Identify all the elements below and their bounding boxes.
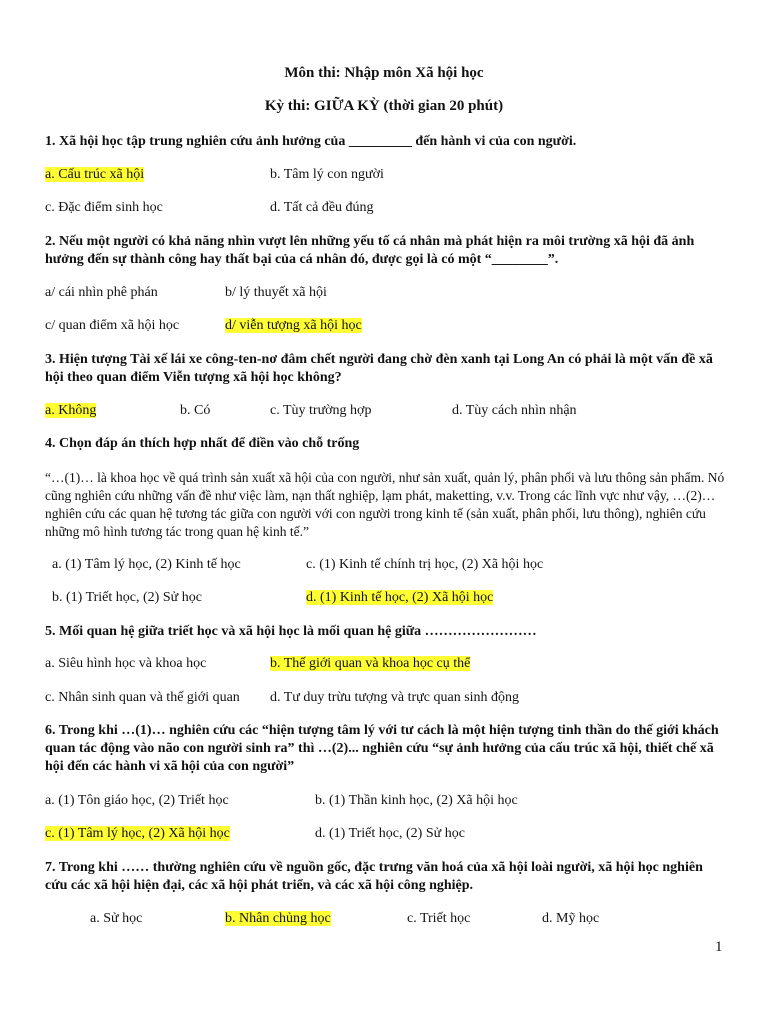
page-number: 1 (715, 939, 723, 955)
question-7: 7. Trong khi …… thường nghiên cứu về nguồn gốc, đặc trưng văn hoá của xã hội loài người, xã hội học nghiên cứu các xã hội hiện đại, các xã hội phát triển, và các xã hội công nghiệp. (45, 860, 703, 893)
q2-option-c: c/ quan điểm xã hội học (45, 318, 180, 333)
question-6: 6. Trong khi …(1)… nghiên cứu các “hiện tượng tâm lý với tư cách là một hiện tượng tinh thần do thế giới khách quan tác động vào não con người sinh ra” thì …(2)... nghiên cứu “sự ảnh hưởng của cấu trúc xã hội, thiết chế xã hội đến các hành vi xã hội của con người” (45, 723, 719, 774)
q1-option-b: b. Tâm lý con người (270, 167, 384, 182)
q7-option-b: b. Nhân chủng học (225, 911, 331, 926)
q5-option-b: b. Thế giới quan và khoa học cụ thể (270, 656, 471, 671)
question-1: 1. Xã hội học tập trung nghiên cứu ảnh hưởng của _________ đến hành vi của con người. (45, 134, 577, 149)
q1-option-a: a. Cấu trúc xã hội (45, 167, 145, 182)
q7-option-c: c. Triết học (407, 911, 471, 926)
q4-option-b: b. (1) Triết học, (2) Sử học (52, 590, 202, 605)
q1-option-c: c. Đặc điểm sinh học (45, 200, 163, 215)
q5-option-d: d. Tư duy trừu tượng và trực quan sinh động (270, 690, 520, 705)
q7-option-a: a. Sử học (90, 911, 143, 926)
q4-passage: “…(1)… là khoa học về quá trình sản xuất xã hội của con người, như sản xuất, quản lý, phân phối và lưu thông sản phẩm. Nó cũng nghiên cứu những vấn đề như việc làm, nạn thất nghiệp, lạm phát, maketting, v.v. Trong các lĩnh vực như vậy, …(2)… nghiên cứu các quan hệ tương tác giữa con người với con người trong kinh tế (sản xuất, phân phối, lưu thông), nghiên cứu những mô hình tương tác trong quan hệ kinh tế.” (45, 470, 725, 539)
q2-option-b: b/ lý thuyết xã hội (225, 285, 327, 300)
q5-option-a: a. Siêu hình học và khoa học (45, 656, 207, 671)
q4-option-a: a. (1) Tâm lý học, (2) Kinh tế học (52, 557, 241, 572)
q1-option-d: d. Tất cả đều đúng (270, 200, 374, 215)
q6-option-d: d. (1) Triết học, (2) Sử học (315, 826, 465, 841)
exam-subject-title: Môn thi: Nhập môn Xã hội học (284, 65, 484, 81)
q2-option-d: d/ viễn tượng xã hội học (225, 318, 362, 333)
q3-option-b: b. Có (180, 403, 211, 418)
q6-option-b: b. (1) Thần kinh học, (2) Xã hội học (315, 793, 518, 808)
q2-option-a: a/ cái nhìn phê phán (45, 285, 158, 300)
q3-option-c: c. Tùy trường hợp (270, 403, 372, 418)
exam-session-title: Kỳ thi: GIỮA KỲ (thời gian 20 phút) (264, 98, 504, 114)
q6-option-c: c. (1) Tâm lý học, (2) Xã hội học (45, 826, 230, 841)
q6-option-a: a. (1) Tôn giáo học, (2) Triết học (45, 793, 229, 808)
q4-option-d: d. (1) Kinh tế học, (2) Xã hội học (306, 590, 494, 605)
q4-option-c: c. (1) Kinh tế chính trị học, (2) Xã hội học (306, 557, 544, 572)
q5-option-c: c. Nhân sinh quan và thế giới quan (45, 690, 240, 705)
question-4: 4. Chọn đáp án thích hợp nhất để điền vào chỗ trống (45, 436, 360, 451)
q3-option-a: a. Không (45, 403, 97, 418)
question-5: 5. Mối quan hệ giữa triết học và xã hội học là mối quan hệ giữa …………………… (45, 624, 537, 639)
question-2: 2. Nếu một người có khả năng nhìn vượt lên những yếu tố cá nhân mà phát hiện ra môi trường xã hội đã ảnh hưởng đến sự thành công hay thất bại của cá nhân đó, được gọi là có một “________”. (45, 234, 695, 267)
q3-option-d: d. Tùy cách nhìn nhận (452, 403, 577, 418)
q7-option-d: d. Mỹ học (542, 911, 600, 926)
question-3: 3. Hiện tượng Tài xế lái xe công-ten-nơ đâm chết người đang chờ đèn xanh tại Long An có phải là một vấn đề xã hội theo quan điểm Viễn tượng xã hội học không? (45, 352, 713, 385)
